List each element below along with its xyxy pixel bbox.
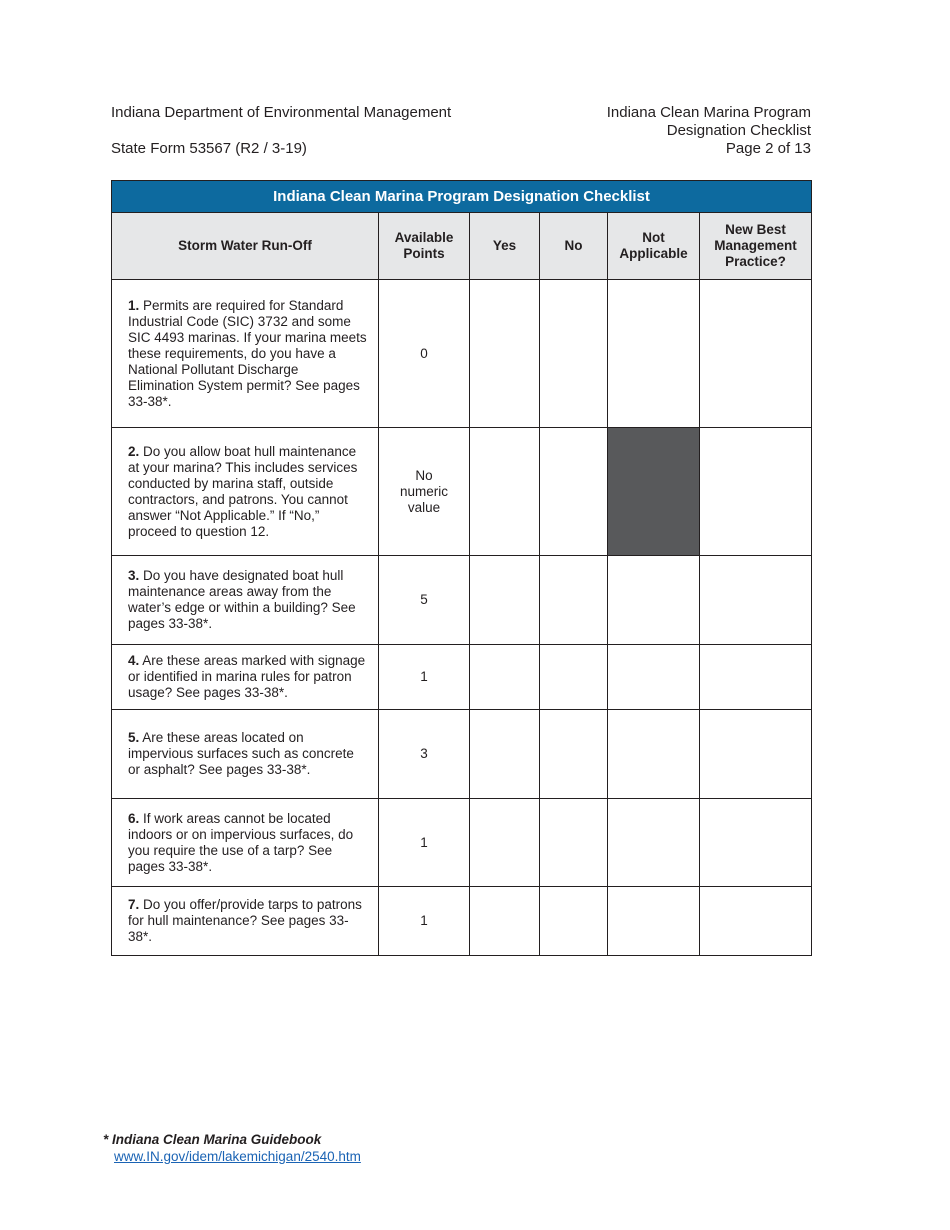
table-row (112, 556, 812, 645)
header-right (607, 104, 811, 158)
guidebook-title: * Indiana Clean Marina Guidebook (103, 1132, 322, 1147)
question-cell: 5. Are these areas located on impervious surfaces such as concrete or asphalt? See pages 33-38*. (112, 710, 379, 799)
no-cell[interactable] (540, 710, 608, 799)
col-no-header: No (540, 213, 608, 280)
footer (103, 1131, 361, 1165)
bmp-cell[interactable] (700, 645, 812, 710)
no-cell[interactable] (540, 887, 608, 956)
form-number: State Form 53567 (R2 / 3-19) (111, 140, 307, 157)
table-row (112, 887, 812, 956)
points-cell: 5 (379, 556, 470, 645)
na-cell-disabled (608, 428, 700, 556)
bmp-cell[interactable] (700, 887, 812, 956)
yes-cell[interactable] (470, 799, 540, 887)
na-cell[interactable] (608, 280, 700, 428)
header-left (111, 104, 451, 158)
bmp-cell[interactable] (700, 799, 812, 887)
na-cell[interactable] (608, 710, 700, 799)
yes-cell[interactable] (470, 428, 540, 556)
no-cell[interactable] (540, 556, 608, 645)
document-name: Designation Checklist (666, 122, 811, 139)
program-name: Indiana Clean Marina Program (606, 104, 811, 121)
points-cell: No numeric value (379, 428, 470, 556)
col-na-header: Not Applicable (608, 213, 700, 280)
page-number: Page 2 of 13 (725, 140, 811, 157)
no-cell[interactable] (540, 645, 608, 710)
bmp-cell[interactable] (700, 710, 812, 799)
bmp-cell[interactable] (700, 280, 812, 428)
guidebook-link[interactable]: www.IN.gov/idem/lakemichigan/2540.htm (114, 1149, 361, 1164)
points-cell: 0 (379, 280, 470, 428)
na-cell[interactable] (608, 645, 700, 710)
checklist-table (111, 180, 812, 956)
table-title: Indiana Clean Marina Program Designation Checklist (112, 181, 812, 213)
points-cell: 1 (379, 645, 470, 710)
col-bmp-header: New Best Management Practice? (700, 213, 812, 280)
question-cell: 4. Are these areas marked with signage or identified in marina rules for patron usage? See pages 33-38*. (112, 645, 379, 710)
table-row (112, 710, 812, 799)
col-yes-header: Yes (470, 213, 540, 280)
yes-cell[interactable] (470, 710, 540, 799)
question-cell: 2. Do you allow boat hull maintenance at your marina? This includes services conducted by marina staff, outside contractors, and patrons. You cannot answer “Not Applicable.” If “No,” proceed to question 12. (112, 428, 379, 556)
yes-cell[interactable] (470, 280, 540, 428)
question-cell: 7. Do you offer/provide tarps to patrons for hull maintenance? See pages 33-38*. (112, 887, 379, 956)
na-cell[interactable] (608, 556, 700, 645)
points-cell: 3 (379, 710, 470, 799)
col-section-header: Storm Water Run-Off (112, 213, 379, 280)
bmp-cell[interactable] (700, 428, 812, 556)
na-cell[interactable] (608, 887, 700, 956)
na-cell[interactable] (608, 799, 700, 887)
question-cell: 3. Do you have designated boat hull maintenance areas away from the water’s edge or within a building? See pages 33-38*. (112, 556, 379, 645)
table-row (112, 645, 812, 710)
question-cell: 1. Permits are required for Standard Industrial Code (SIC) 3732 and some SIC 4493 marinas. If your marina meets these requirements, do you have a National Pollutant Discharge Elimination System permit? See pages 33-38*. (112, 280, 379, 428)
no-cell[interactable] (540, 428, 608, 556)
yes-cell[interactable] (470, 887, 540, 956)
table-row (112, 799, 812, 887)
agency-name: Indiana Department of Environmental Management (111, 104, 452, 121)
question-cell: 6. If work areas cannot be located indoors or on impervious surfaces, do you require the use of a tarp? See pages 33-38*. (112, 799, 379, 887)
no-cell[interactable] (540, 799, 608, 887)
table-row (112, 280, 812, 428)
yes-cell[interactable] (470, 556, 540, 645)
points-cell: 1 (379, 887, 470, 956)
col-points-header: Available Points (379, 213, 470, 280)
no-cell[interactable] (540, 280, 608, 428)
bmp-cell[interactable] (700, 556, 812, 645)
yes-cell[interactable] (470, 645, 540, 710)
table-row (112, 428, 812, 556)
points-cell: 1 (379, 799, 470, 887)
